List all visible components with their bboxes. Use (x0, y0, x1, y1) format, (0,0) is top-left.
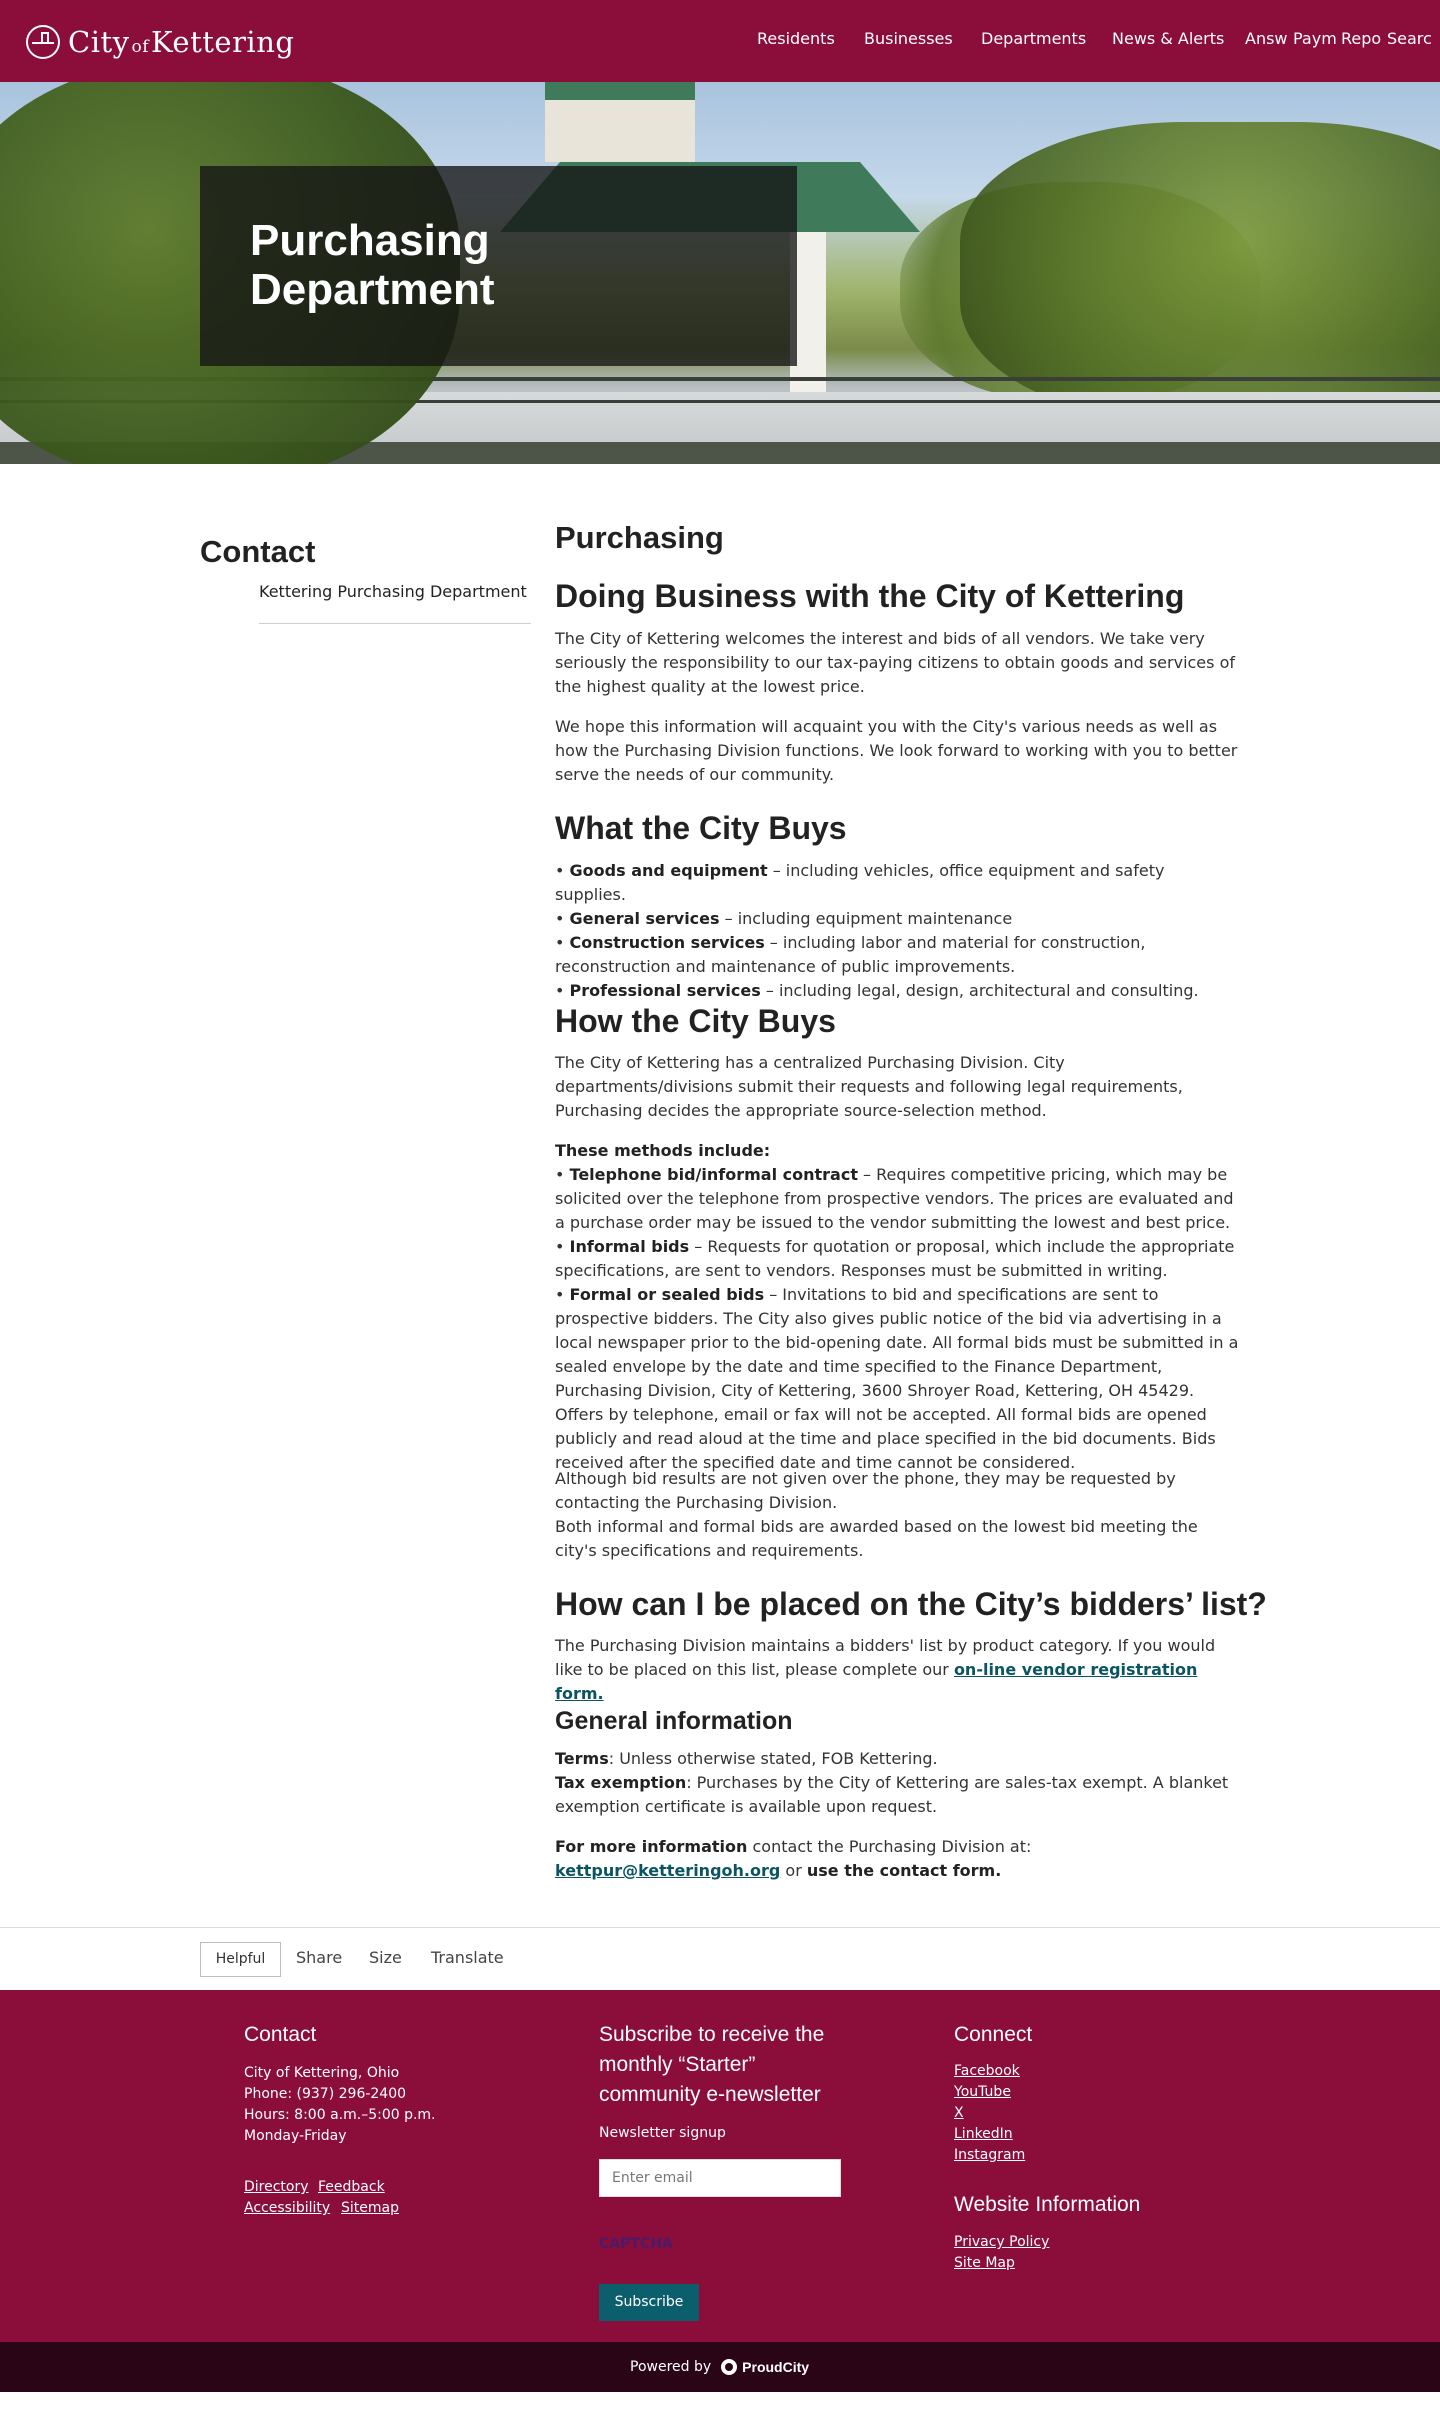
hero-title-box (200, 166, 797, 366)
email-link[interactable]: kettpur@ketteringoh.org (555, 1861, 781, 1880)
paragraph (555, 1467, 1240, 1563)
footer-contact-line: Phone: (937) 296-2400 (244, 2086, 407, 2102)
social-instagram[interactable]: Instagram (954, 2147, 1026, 2163)
share-button[interactable]: Share (296, 1948, 343, 1967)
sidebar-title: Contact (200, 534, 316, 569)
list-item: • Formal or sealed bids – Invitations to bid and specifications are sent to prospective bidders. The City also gives public notice of the bid via advertising in a local newspaper prior to the bid-opening date. All formal bids must be submitted in a sealed envelope by the date and time specified to the Finance Department, Purchasing Division, City of Kettering, 3600 Shroyer Road, Kettering, OH 45429. Offers by telephone, email or fax will not be accepted. All formal bids are opened publicly and read aloud at the time and place specified in the bid documents. Bids received after the specified date and time cannot be considered. (555, 1285, 1239, 1472)
footer-link-sitemap[interactable]: Sitemap (341, 2200, 399, 2216)
footer-link-directory[interactable]: Directory (244, 2179, 309, 2195)
nav-payments[interactable]: Paym (1293, 29, 1337, 48)
heading-what-city-buys: What the City Buys (555, 810, 847, 846)
footer-link-accessibility[interactable]: Accessibility (244, 2200, 331, 2216)
list-item: • Goods and equipment – including vehicles, office equipment and safety supplies. (555, 861, 1165, 904)
paragraph (555, 1634, 1240, 1706)
social-linkedin[interactable]: LinkedIn (954, 2126, 1013, 2142)
captcha[interactable]: CAPTCHA (599, 2236, 673, 2252)
utility-bar (0, 1927, 1440, 1991)
paragraph: The City of Kettering welcomes the interest and bids of all vendors. We take very seriously the responsibility to our tax-paying citizens to obtain goods and services of the highest quality at the lowest price. (555, 629, 1235, 696)
heading-doing-business: Doing Business with the City of Kettering (555, 578, 1185, 614)
terms-text: : Unless otherwise stated, FOB Kettering. (608, 1749, 938, 1768)
page-bottom (0, 2392, 1440, 2415)
list-item: • Telephone bid/informal contract – Requires competitive pricing, which may be solicited over the telephone from prospective vendors. The prices are evaluated and a purchase order may be issued to the vendor submitting the lowest and best price. (555, 1165, 1234, 1232)
footer-link-feedback[interactable]: Feedback (318, 2179, 385, 2195)
list-item-text: – Requests for quotation or proposal, which include the appropriate specifications, are sent to vendors. Responses must be submitted in writing. (555, 1237, 1235, 1280)
powered-by-label: Powered by (630, 2359, 712, 2375)
hero-banner (0, 82, 1440, 464)
more-info-label: For more information (555, 1837, 748, 1856)
list-item-text: – Invitations to bid and specifications are sent to prospective bidders. The City also gives public notice of the bid via advertising in a local newspaper prior to the bid-opening date. All formal bids must be submitted in a sealed envelope by the date and time specified to the Finance Department, Purchasing Division, City of Kettering, 3600 Shroyer Road, Kettering, OH 45429. Offers by telephone, email or fax will not be accepted. All formal bids are opened publicly and read aloud at the time and place specified in the bid documents. Bids received after the specified date and time cannot be considered. (555, 1285, 1239, 1472)
nav-overflow (1245, 29, 1440, 53)
paragraph-line: Although bid results are not given over the phone, they may be requested by contacting the Purchasing Division. (555, 1469, 1176, 1512)
list-item: • Informal bids – Requests for quotation or proposal, which include the appropriate specifications, are sent to vendors. Responses must be submitted in writing. (555, 1237, 1235, 1280)
nav-businesses[interactable]: Businesses (864, 29, 953, 48)
page-title: Purchasing Department (250, 216, 495, 314)
methods-list (555, 1139, 1240, 1475)
list-item-label: Goods and equipment (569, 861, 768, 880)
privacy-policy-link[interactable]: Privacy Policy (954, 2234, 1050, 2250)
vendor-registration-link[interactable]: on-line vendor registration form. (555, 1660, 1198, 1703)
site-logo[interactable] (26, 22, 294, 62)
nav-answers[interactable]: Answ (1245, 29, 1288, 48)
logo-post: Kettering (151, 25, 295, 59)
translate-button[interactable]: Translate (431, 1948, 504, 1967)
list-item-text: – including vehicles, office equipment and safety supplies. (555, 861, 1165, 904)
logo-wordmark (68, 25, 294, 59)
paragraph-line: Both informal and formal bids are awarded based on the lowest bid meeting the city's specifications and requirements. (555, 1517, 1198, 1560)
more-info-or: or (780, 1861, 807, 1880)
list-item-text: – including labor and material for construction, reconstruction and maintenance of public improvements. (555, 933, 1146, 976)
size-button[interactable]: Size (369, 1948, 402, 1967)
proudcity-wordmark: ProudCity (742, 2359, 810, 2375)
paragraph: We hope this information will acquaint you with the City's various needs as well as how the Purchasing Division functions. We look forward to working with you to better serve the needs of our community. (555, 717, 1238, 784)
list-item-label: Informal bids (569, 1237, 690, 1256)
tax-label: Tax exemption (555, 1773, 687, 1792)
list-item: • Construction services – including labor and material for construction, reconstruction and maintenance of public improvements. (555, 933, 1146, 976)
nav-departments[interactable]: Departments (981, 29, 1087, 48)
list-item-label: General services (569, 909, 720, 928)
powered-by-bar (0, 2342, 1440, 2392)
general-info (555, 1747, 1240, 1819)
logo-pre: City (68, 25, 130, 59)
sidebar-item-purchasing[interactable]: Kettering Purchasing Department (259, 582, 531, 624)
heading-general-info: General information (555, 1707, 793, 1735)
list-item: • Professional services – including legal, design, architectural and consulting. (555, 981, 1199, 1000)
website-info-heading: Website Information (954, 2193, 1141, 2216)
tax-text: : Purchases by the City of Kettering are sales-tax exempt. A blanket exemption certificate is available upon request. (555, 1773, 1229, 1816)
list-item-text: – including legal, design, architectural and consulting. (760, 981, 1199, 1000)
proudcity-logo (721, 2359, 809, 2375)
footer-contact-info (244, 2063, 436, 2147)
site-footer (0, 1990, 1440, 2342)
nav-residents[interactable]: Residents (757, 29, 835, 48)
heading-how-city-buys: How the City Buys (555, 1003, 836, 1039)
list-item-label: Professional services (569, 981, 761, 1000)
list-item-text: – including equipment maintenance (719, 909, 1013, 928)
social-youtube[interactable]: YouTube (954, 2084, 1011, 2100)
logo-of: of (131, 37, 150, 57)
list-item-label: Telephone bid/informal contract (569, 1165, 858, 1184)
newsletter-label: Newsletter signup (599, 2125, 726, 2141)
footer-contact-line: City of Kettering, Ohio (244, 2065, 400, 2081)
terms-label: Terms (555, 1749, 609, 1768)
social-facebook[interactable]: Facebook (954, 2063, 1020, 2079)
contact-form-link[interactable]: use the contact form. (806, 1861, 1002, 1880)
social-x[interactable]: X (954, 2105, 964, 2121)
nav-news-alerts[interactable]: News & Alerts (1112, 29, 1225, 48)
more-info-text: contact the Purchasing Division at: (747, 1837, 1032, 1856)
site-header (0, 0, 1440, 82)
methods-label: These methods include: (555, 1141, 771, 1160)
gazebo-cupola (545, 82, 695, 162)
list-item-text: – Requires competitive pricing, which may be solicited over the telephone from prospective vendors. The prices are evaluated and a purchase order may be issued to the vendor submitting the lowest and best price. (555, 1165, 1234, 1232)
paragraph-text: The Purchasing Division maintains a bidders' list by product category. If you would like to be placed on this list, please complete our (555, 1636, 1216, 1679)
list-item-label: Formal or sealed bids (569, 1285, 765, 1304)
footer-contact-line: Hours: 8:00 a.m.–5:00 p.m. (244, 2107, 436, 2123)
helpful-button[interactable]: Helpful (200, 1942, 281, 1977)
site-map-link[interactable]: Site Map (954, 2255, 1015, 2271)
powered-by[interactable] (630, 2359, 809, 2375)
footer-contact-heading: Contact (244, 2023, 317, 2046)
email-input[interactable]: Enter email (599, 2159, 841, 2197)
heading-bidders-list: How can I be placed on the City’s bidders’ list? (555, 1586, 1267, 1622)
subscribe-button[interactable]: Subscribe (599, 2284, 699, 2321)
nav-search[interactable]: Searc (1387, 29, 1432, 48)
subscribe-heading: Subscribe to receive the monthly “Starter” community e-newsletter (599, 2023, 825, 2106)
nav-report[interactable]: Repo (1341, 29, 1382, 48)
city-seal-icon (26, 25, 60, 59)
list-item: • General services – including equipment maintenance (555, 909, 1013, 928)
list-item-label: Construction services (569, 933, 765, 952)
buys-list (555, 859, 1240, 1003)
connect-heading: Connect (954, 2023, 1033, 2046)
section-title: Purchasing (555, 520, 724, 555)
paragraph: The City of Kettering has a centralized Purchasing Division. City departments/divisions submit their requests and following legal requirements, Purchasing decides the appropriate source-selection method. (555, 1053, 1183, 1120)
more-info (555, 1835, 1240, 1883)
proudcity-icon (721, 2359, 737, 2375)
footer-contact-line: Monday-Friday (244, 2128, 347, 2144)
